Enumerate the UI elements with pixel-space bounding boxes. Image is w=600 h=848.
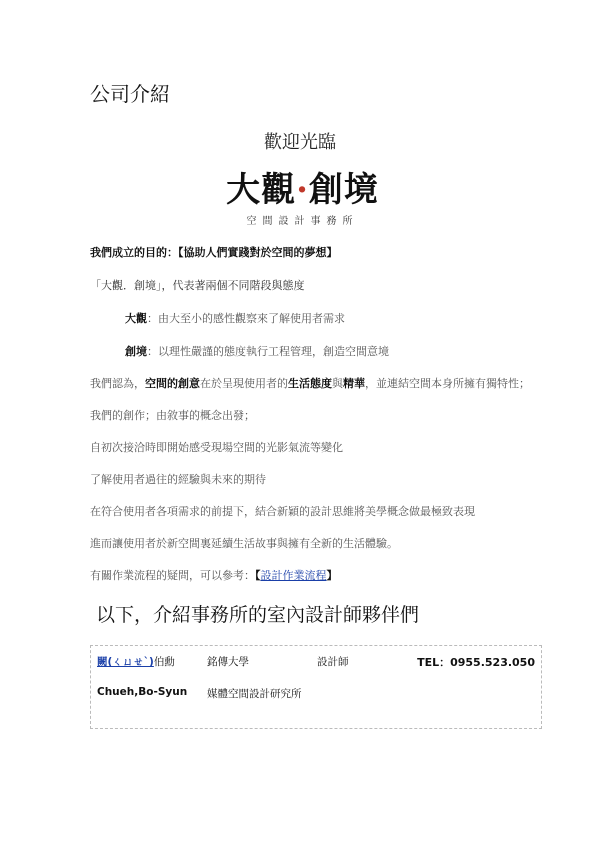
description-line-3: 在符合使用者各項需求的前提下，結合新穎的設計思維將美學概念做最極致表現 [90, 505, 475, 518]
goal-text: 【協助人們實踐對於空間的夢想】 [178, 246, 338, 259]
description-line-4: 進而讓使用者於新空間裏延續生活故事與擁有全新的生活體驗。 [90, 537, 398, 550]
logo-text-left: 大觀 [226, 170, 297, 210]
belief-part: ，並連結空間本身所擁有獨特性； [365, 377, 530, 390]
chuangjing-text: ：以理性嚴謹的態度執行工程管理，創造空間意境 [147, 345, 389, 358]
designer-title: 設計師 [317, 656, 349, 668]
designer-tel: TEL：0955.523.050 [417, 656, 535, 669]
represents-line: 「大觀．創境」，代表著兩個不同階段與態度 [90, 279, 305, 292]
belief-emphasis: 精華 [343, 377, 365, 390]
design-process-link[interactable]: 設計作業流程 [260, 569, 327, 582]
designer-name [97, 654, 175, 669]
designer-name-rest: 伯勳 [153, 656, 175, 668]
description-line-1: 自初次接洽時即開始感受現場空間的光影氣流等變化 [90, 441, 343, 454]
chuangjing-label: 創境 [125, 345, 147, 358]
section-heading: 以下，介紹事務所的室內設計師夥伴們 [96, 604, 420, 626]
welcome-heading: 歡迎光臨 [264, 132, 336, 153]
designer-name-link[interactable]: 闕(ㄑㄩㄝˋ) [97, 656, 154, 668]
designer-card [90, 645, 542, 729]
process-line [90, 567, 338, 583]
goal-line [90, 244, 338, 260]
daguan-label: 大觀 [125, 312, 147, 325]
goal-prefix: 我們成立的目的： [90, 246, 178, 259]
belief-part: 與 [332, 377, 343, 390]
chuangjing-line [125, 343, 389, 359]
process-prefix: 有關作業流程的疑問，可以參考： [90, 569, 255, 582]
process-bracket: 【 [255, 569, 261, 582]
belief-emphasis: 空間的創意 [145, 377, 200, 390]
daguan-text: ：由大至小的感性觀察來了解使用者需求 [147, 312, 345, 325]
creation-line: 我們的創作；由敘事的概念出發； [90, 409, 255, 422]
designer-english-name: Chueh,Bo-Syun [97, 686, 188, 698]
process-bracket: 】 [326, 569, 338, 582]
logo-subtitle: 空間設計事務所 [246, 216, 359, 227]
daguan-line [125, 310, 345, 326]
description-line-2: 了解使用者過往的經驗與未來的期待 [90, 473, 266, 486]
belief-emphasis: 生活態度 [288, 377, 332, 390]
designer-lab: 媒體空間設計研究所 [207, 688, 302, 700]
page-title: 公司介紹 [90, 82, 170, 106]
belief-part: 我們認為， [90, 377, 145, 390]
belief-line [90, 375, 530, 391]
logo-text-right: 創境 [308, 170, 379, 210]
belief-part: 在於呈現使用者的 [200, 377, 288, 390]
designer-school: 銘傳大學 [207, 656, 249, 668]
logo-dot: · [296, 170, 309, 210]
company-logo [225, 170, 380, 227]
logo-wordmark [225, 170, 380, 210]
